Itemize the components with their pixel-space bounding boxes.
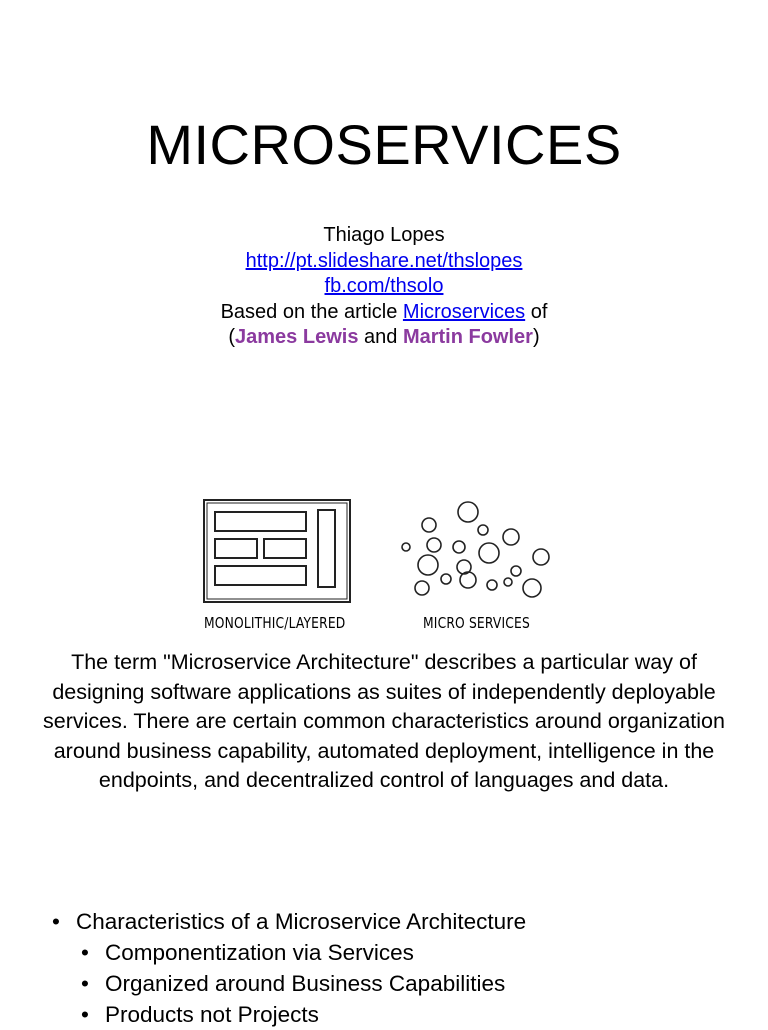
paren-open: ( bbox=[228, 326, 236, 348]
bullet-text: Organized around Business Capabilities bbox=[105, 971, 506, 996]
bullet-icon: • bbox=[52, 909, 60, 934]
monolith-diagram bbox=[204, 500, 350, 602]
bullet-text: Products not Projects bbox=[105, 1002, 319, 1027]
bullet-text: Characteristics of a Microservice Architecture bbox=[76, 909, 527, 934]
list-item bbox=[52, 968, 752, 999]
author-james-lewis: James Lewis bbox=[235, 326, 359, 348]
monolith-label: MONOLITHIC/LAYERED bbox=[204, 614, 346, 632]
based-on-prefix: Based on the article bbox=[220, 300, 403, 323]
list-item bbox=[52, 999, 752, 1030]
micro-services-label: MICRO SERVICES bbox=[423, 614, 530, 632]
author-info bbox=[0, 223, 768, 351]
architecture-figure bbox=[196, 492, 576, 642]
list-item bbox=[52, 906, 752, 937]
bullet-icon: • bbox=[81, 940, 89, 965]
bullet-icon: • bbox=[81, 1002, 89, 1027]
bullet-text: Componentization via Services bbox=[105, 940, 414, 965]
author-martin-fowler: Martin Fowler bbox=[402, 326, 533, 348]
article-link[interactable]: Microservices bbox=[402, 300, 526, 323]
facebook-link[interactable]: fb.com/thsolo bbox=[324, 275, 444, 297]
characteristics-list bbox=[52, 906, 752, 1030]
microservices-diagram bbox=[402, 502, 549, 597]
slide-title: MICROSERVICES bbox=[146, 113, 622, 176]
paren-close: ) bbox=[532, 326, 540, 348]
based-on-suffix: of bbox=[525, 300, 548, 323]
description-paragraph: The term "Microservice Architecture" describes a particular way of designing software applications as suites of independently deployable services. There are certain common characteristics around organization around business capability, automated deployment, intelligence in the endpoints, and decentralized control of languages and data. bbox=[43, 650, 725, 792]
list-item bbox=[52, 937, 752, 968]
bullet-icon: • bbox=[81, 971, 89, 996]
based-on-line bbox=[0, 300, 768, 326]
authors-line bbox=[0, 325, 768, 351]
slideshare-link[interactable]: http://pt.slideshare.net/thslopes bbox=[245, 249, 523, 272]
and-text: and bbox=[358, 326, 403, 348]
author-name: Thiago Lopes bbox=[323, 224, 445, 246]
